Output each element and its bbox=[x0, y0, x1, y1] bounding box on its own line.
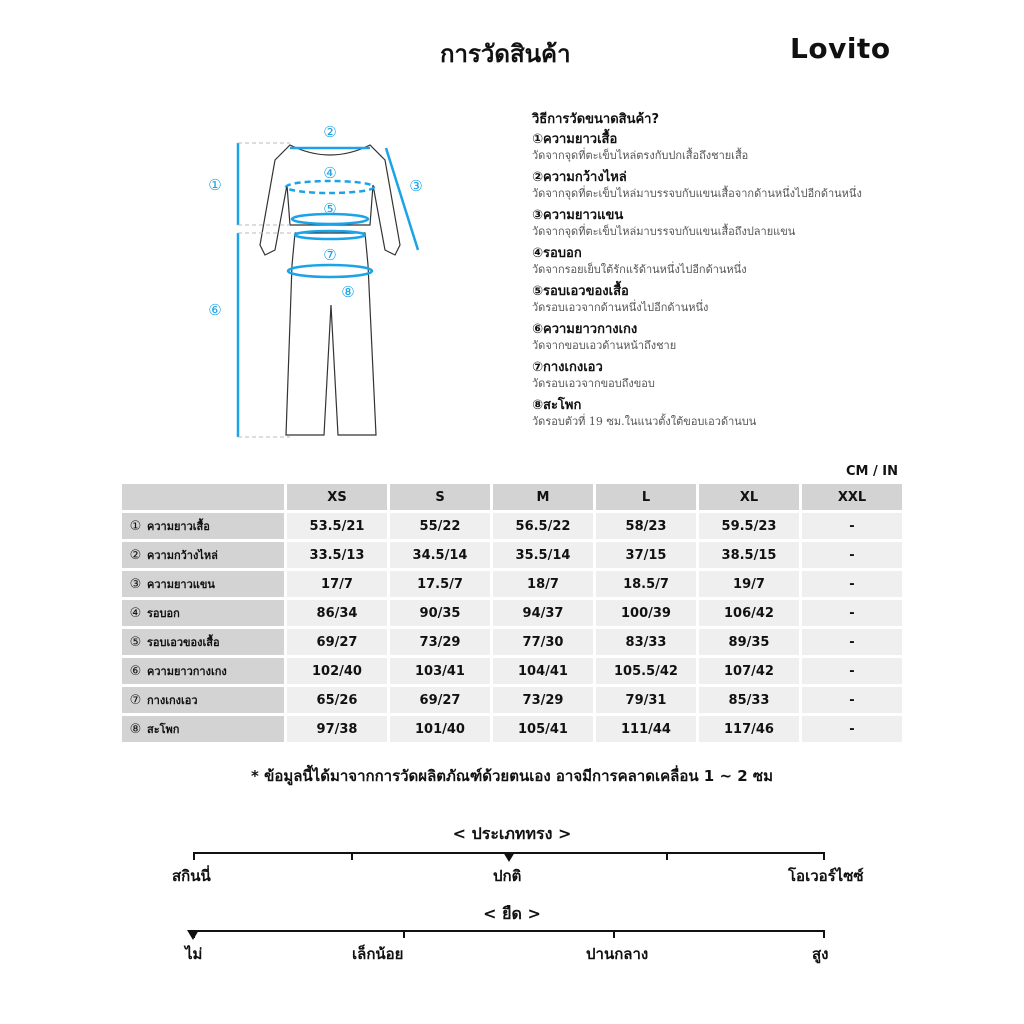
marker-7: ⑦ bbox=[323, 246, 337, 264]
guide-item bbox=[532, 397, 952, 429]
row-label-text: สะโพก bbox=[147, 723, 180, 736]
table-row bbox=[122, 716, 902, 742]
table-cell: 34.5/14 bbox=[390, 542, 490, 568]
table-cell: 17/7 bbox=[287, 571, 387, 597]
row-label bbox=[122, 658, 284, 684]
row-number: ⑤ bbox=[129, 635, 142, 650]
guide-desc: วัดจากจุดที่ตะเข็บไหล่มาบรรจบกับแขนเสื้อถึงปลายแขน bbox=[532, 225, 796, 238]
table-row bbox=[122, 542, 902, 568]
table-cell: 105/41 bbox=[493, 716, 593, 742]
row-number: ⑧ bbox=[129, 722, 142, 737]
stretch-label-high: สูง bbox=[812, 945, 829, 963]
size-header: XXL bbox=[802, 484, 902, 510]
guide-num: ④ bbox=[532, 246, 544, 261]
guide-title: ความยาวแขน bbox=[543, 208, 624, 223]
table-cell: 18/7 bbox=[493, 571, 593, 597]
row-label-text: รอบอก bbox=[147, 607, 180, 620]
guide-item bbox=[532, 359, 952, 391]
table-cell: 104/41 bbox=[493, 658, 593, 684]
guide-desc: วัดจากขอบเอวด้านหน้าถึงชาย bbox=[532, 339, 677, 352]
guide-title: ความยาวเสื้อ bbox=[543, 132, 618, 147]
table-header-row bbox=[122, 484, 902, 510]
table-cell: 97/38 bbox=[287, 716, 387, 742]
guide-desc: วัดจากรอยเย็บใต้รักแร้ด้านหนึ่งไปอีกด้านหนึ่ง bbox=[532, 263, 747, 276]
marker-1: ① bbox=[208, 176, 222, 194]
row-label-text: ความยาวเสื้อ bbox=[147, 520, 210, 533]
table-cell: 100/39 bbox=[596, 600, 696, 626]
table-cell: 69/27 bbox=[287, 629, 387, 655]
row-number: ⑦ bbox=[129, 693, 142, 708]
fit-label-regular: ปกติ bbox=[493, 867, 522, 885]
guide-title: ความยาวกางเกง bbox=[543, 322, 638, 337]
table-cell: 107/42 bbox=[699, 658, 799, 684]
guide-desc: วัดรอบเอวจากด้านหนึ่งไปอีกด้านหนึ่ง bbox=[532, 301, 709, 314]
fit-label-oversize: โอเวอร์ไซซ์ bbox=[788, 867, 864, 885]
table-cell: 83/33 bbox=[596, 629, 696, 655]
table-row bbox=[122, 629, 902, 655]
table-cell: 85/33 bbox=[699, 687, 799, 713]
marker-4: ④ bbox=[323, 164, 337, 182]
guide-num: ⑥ bbox=[532, 322, 544, 337]
row-label bbox=[122, 542, 284, 568]
table-cell: 55/22 bbox=[390, 513, 490, 539]
guide-title: ความกว้างไหล่ bbox=[543, 170, 627, 185]
table-cell: 33.5/13 bbox=[287, 542, 387, 568]
marker-3: ③ bbox=[409, 177, 423, 195]
table-cell: - bbox=[802, 629, 902, 655]
table-cell: 90/35 bbox=[390, 600, 490, 626]
table-row bbox=[122, 513, 902, 539]
stretch-title: < ยืด > bbox=[483, 904, 541, 923]
table-cell: 38.5/15 bbox=[699, 542, 799, 568]
row-label-text: รอบเอวของเสื้อ bbox=[147, 636, 220, 649]
table-cell: 105.5/42 bbox=[596, 658, 696, 684]
brand-logo: Lovito bbox=[790, 32, 891, 65]
guide-title: กางเกงเอว bbox=[543, 360, 603, 375]
guide-title: รอบเอวของเสื้อ bbox=[543, 284, 629, 299]
row-number: ① bbox=[129, 519, 142, 534]
row-number: ⑥ bbox=[129, 664, 142, 679]
garment-diagram bbox=[190, 115, 460, 450]
stretch-label-none: ไม่ bbox=[185, 945, 203, 963]
table-cell: 17.5/7 bbox=[390, 571, 490, 597]
table-cell: 59.5/23 bbox=[699, 513, 799, 539]
table-cell: 111/44 bbox=[596, 716, 696, 742]
stretch-scale-line bbox=[193, 930, 825, 932]
table-cell: - bbox=[802, 658, 902, 684]
guide-item bbox=[532, 131, 952, 163]
guide-num: ② bbox=[532, 170, 544, 185]
table-cell: - bbox=[802, 716, 902, 742]
guide-num: ⑤ bbox=[532, 284, 544, 299]
fit-tick bbox=[351, 852, 353, 860]
table-cell: 101/40 bbox=[390, 716, 490, 742]
table-cell: 117/46 bbox=[699, 716, 799, 742]
table-cell: 89/35 bbox=[699, 629, 799, 655]
table-cell: 106/42 bbox=[699, 600, 799, 626]
size-table bbox=[119, 481, 905, 745]
row-label bbox=[122, 571, 284, 597]
table-cell: 35.5/14 bbox=[493, 542, 593, 568]
size-header: S bbox=[390, 484, 490, 510]
marker-2: ② bbox=[323, 123, 337, 141]
table-cell: 18.5/7 bbox=[596, 571, 696, 597]
guide-num: ⑦ bbox=[532, 360, 544, 375]
table-cell: 58/23 bbox=[596, 513, 696, 539]
table-cell: 73/29 bbox=[390, 629, 490, 655]
row-number: ② bbox=[129, 548, 142, 563]
row-number: ④ bbox=[129, 606, 142, 621]
marker-6: ⑥ bbox=[208, 301, 222, 319]
table-cell: - bbox=[802, 513, 902, 539]
size-header: M bbox=[493, 484, 593, 510]
row-label bbox=[122, 629, 284, 655]
fit-label-skinny: สกินนี่ bbox=[172, 867, 211, 885]
guide-num: ⑧ bbox=[532, 398, 544, 413]
marker-5: ⑤ bbox=[323, 200, 337, 218]
fit-title: < ประเภททรง > bbox=[452, 824, 572, 843]
table-cell: 65/26 bbox=[287, 687, 387, 713]
header-blank-cell bbox=[122, 484, 284, 510]
table-cell: 103/41 bbox=[390, 658, 490, 684]
guide-num: ① bbox=[532, 132, 544, 147]
table-cell: 19/7 bbox=[699, 571, 799, 597]
guide-desc: วัดจากจุดที่ตะเข็บไหล่มาบรรจบกับแขนเสื้อจากด้านหนึ่งไปอีกด้านหนึ่ง bbox=[532, 187, 862, 200]
table-cell: 73/29 bbox=[493, 687, 593, 713]
table-cell: 69/27 bbox=[390, 687, 490, 713]
fit-tick bbox=[823, 852, 825, 860]
guide-num: ③ bbox=[532, 208, 544, 223]
row-label-text: กางเกงเอว bbox=[147, 694, 198, 707]
stretch-tick bbox=[613, 930, 615, 938]
stretch-tick bbox=[403, 930, 405, 938]
row-label-text: ความยาวกางเกง bbox=[147, 665, 227, 678]
row-label-text: ความยาวแขน bbox=[147, 578, 215, 591]
table-cell: 102/40 bbox=[287, 658, 387, 684]
guide-heading: วิธีการวัดขนาดสินค้า? bbox=[532, 112, 660, 127]
disclaimer-note: * ข้อมูลนี้ได้มาจากการวัดผลิตภัณฑ์ด้วยตนเอง อาจมีการคลาดเคลื่อน 1 ~ 2 ซม bbox=[251, 767, 773, 785]
table-row bbox=[122, 571, 902, 597]
table-cell: 37/15 bbox=[596, 542, 696, 568]
measurement-guide bbox=[532, 108, 952, 435]
guide-item bbox=[532, 321, 952, 353]
stretch-selected-marker bbox=[187, 930, 199, 940]
marker-8: ⑧ bbox=[341, 283, 355, 301]
size-header: XS bbox=[287, 484, 387, 510]
row-number: ③ bbox=[129, 577, 142, 592]
guide-desc: วัดจากจุดที่ตะเข็บไหล่ตรงกับปกเสื้อถึงชายเสื้อ bbox=[532, 149, 749, 162]
table-row bbox=[122, 658, 902, 684]
fit-tick bbox=[666, 852, 668, 860]
table-cell: 94/37 bbox=[493, 600, 593, 626]
table-cell: 77/30 bbox=[493, 629, 593, 655]
fit-tick bbox=[193, 852, 195, 860]
guide-item bbox=[532, 169, 952, 201]
page-title: การวัดสินค้า bbox=[440, 40, 571, 68]
fit-selected-marker bbox=[503, 852, 515, 862]
guide-desc: วัดรอบเอวจากขอบถึงขอบ bbox=[532, 377, 655, 390]
unit-label: CM / IN bbox=[846, 464, 898, 479]
row-label bbox=[122, 600, 284, 626]
guide-title: รอบอก bbox=[543, 246, 582, 261]
stretch-label-medium: ปานกลาง bbox=[586, 945, 649, 963]
table-cell: 86/34 bbox=[287, 600, 387, 626]
guide-title: สะโพก bbox=[543, 398, 582, 413]
table-cell: 53.5/21 bbox=[287, 513, 387, 539]
guide-desc: วัดรอบตัวที่ 19 ซม.ในแนวตั้งใต้ขอบเอวด้านบน bbox=[532, 415, 757, 428]
stretch-label-slight: เล็กน้อย bbox=[352, 945, 404, 963]
guide-item bbox=[532, 207, 952, 239]
row-label bbox=[122, 716, 284, 742]
guide-item bbox=[532, 245, 952, 277]
stretch-tick bbox=[823, 930, 825, 938]
row-label-text: ความกว้างไหล่ bbox=[147, 549, 218, 562]
table-cell: - bbox=[802, 600, 902, 626]
table-cell: - bbox=[802, 542, 902, 568]
row-label bbox=[122, 687, 284, 713]
table-cell: 79/31 bbox=[596, 687, 696, 713]
size-header: XL bbox=[699, 484, 799, 510]
table-cell: - bbox=[802, 571, 902, 597]
guide-item bbox=[532, 283, 952, 315]
table-row bbox=[122, 687, 902, 713]
row-label bbox=[122, 513, 284, 539]
table-cell: 56.5/22 bbox=[493, 513, 593, 539]
table-cell: - bbox=[802, 687, 902, 713]
size-header: L bbox=[596, 484, 696, 510]
table-row bbox=[122, 600, 902, 626]
